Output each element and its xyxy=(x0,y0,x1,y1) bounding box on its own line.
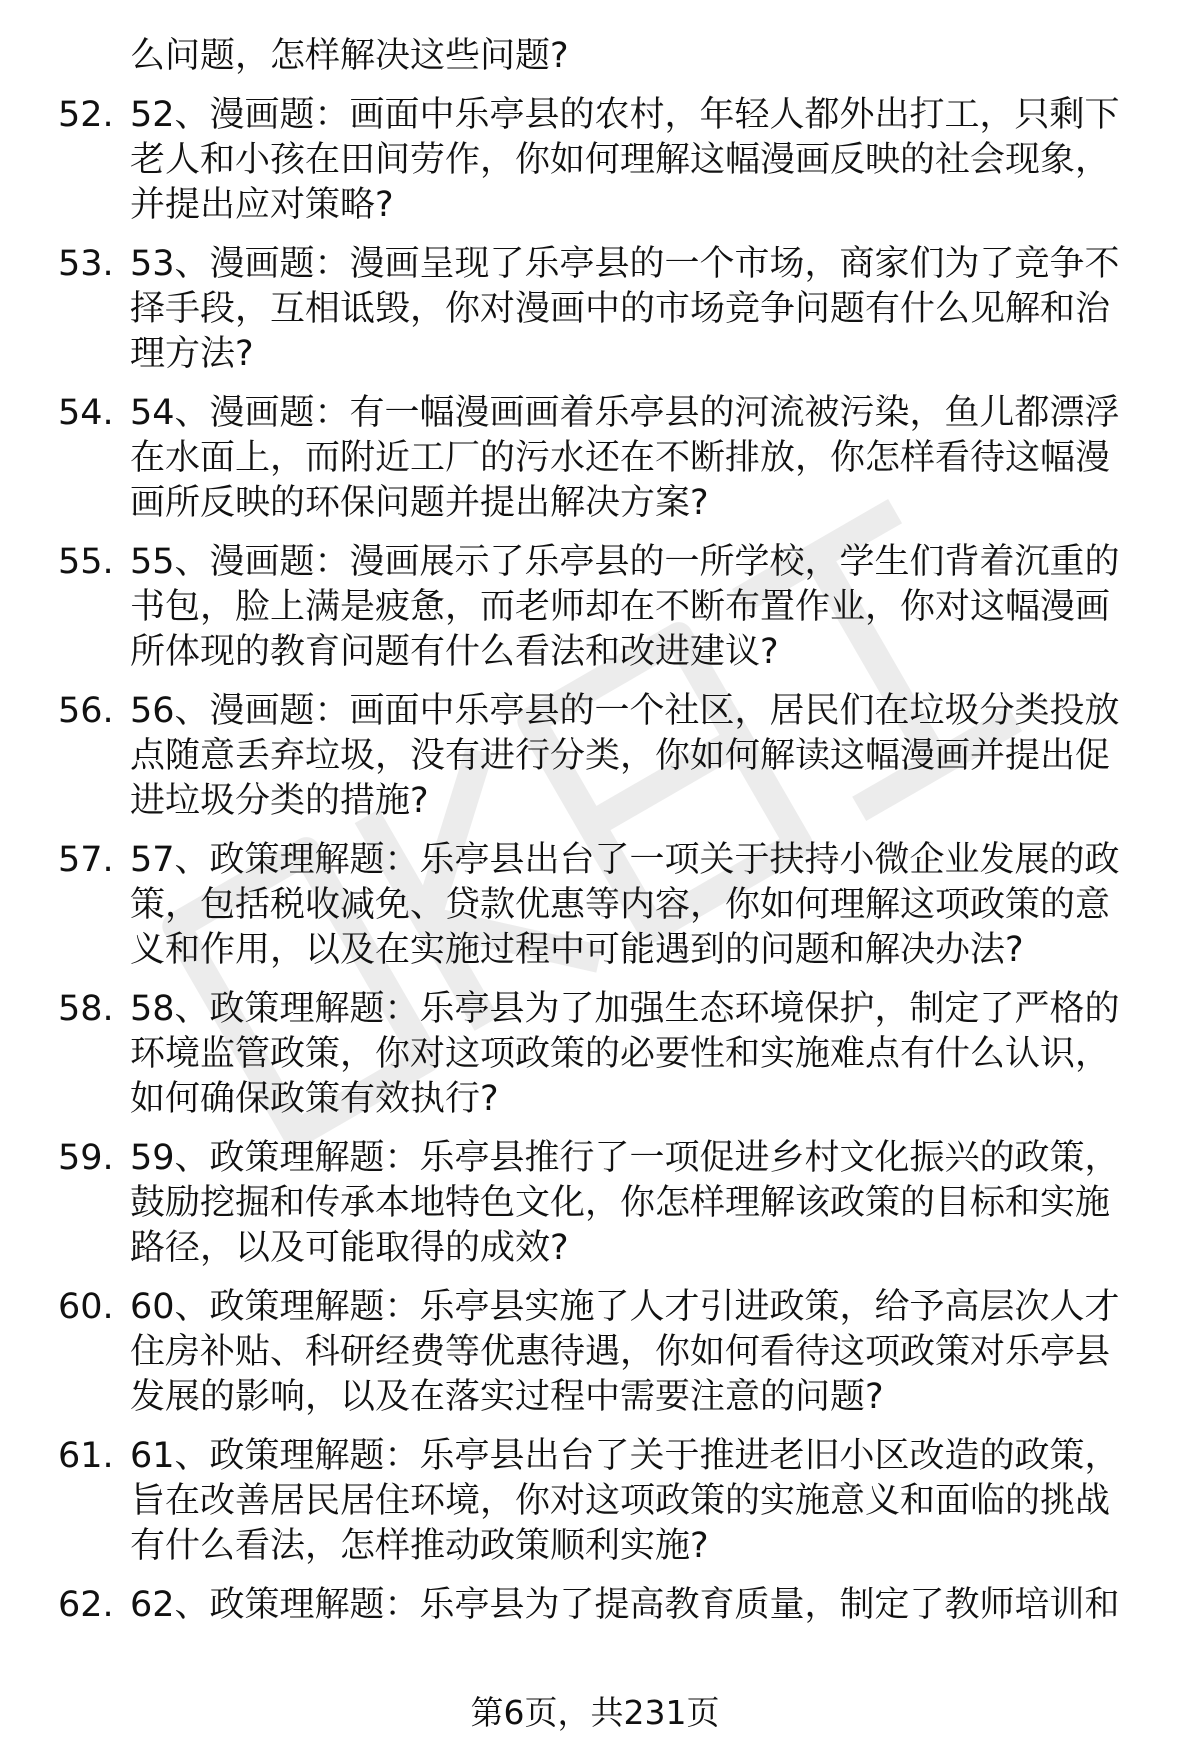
item-text: 55、漫画题：漫画展示了乐亭县的一所学校，学生们背着沉重的书包，脸上满是疲惫，而老师却在不断布置作业，你对这幅漫画所体现的教育问题有什么看法和改进建议? xyxy=(130,542,1120,672)
item-number: 60. xyxy=(58,1287,114,1327)
item-text: 59、政策理解题：乐亭县推行了一项促进乡村文化振兴的政策，鼓励挖掘和传承本地特色文化，你怎样理解该政策的目标和实施路径，以及可能取得的成效? xyxy=(130,1138,1120,1268)
item-number: 59. xyxy=(58,1138,114,1178)
list-item xyxy=(58,987,1143,1122)
item-text: 61、政策理解题：乐亭县出台了关于推进老旧小区改造的政策，旨在改善居民居住环境，你对这项政策的实施意义和面临的挑战有什么看法，怎样推动政策顺利实施? xyxy=(130,1436,1120,1566)
list-item xyxy=(58,838,1143,973)
item-number: 54. xyxy=(58,393,114,433)
item-text: 57、政策理解题：乐亭县出台了一项关于扶持小微企业发展的政策，包括税收减免、贷款优惠等内容，你如何理解这项政策的意义和作用，以及在实施过程中可能遇到的问题和解决办法? xyxy=(130,840,1120,970)
item-number: 56. xyxy=(58,691,114,731)
item-text: 52、漫画题：画面中乐亭县的农村，年轻人都外出打工，只剩下老人和小孩在田间劳作，你如何理解这幅漫画反映的社会现象，并提出应对策略? xyxy=(130,95,1120,225)
question-list xyxy=(58,34,1143,1642)
item-number: 55. xyxy=(58,542,114,582)
item-text: 62、政策理解题：乐亭县为了提高教育质量，制定了教师培训和 xyxy=(130,1585,1120,1625)
list-item xyxy=(58,1434,1143,1569)
list-item xyxy=(58,93,1143,228)
item-text: 60、政策理解题：乐亭县实施了人才引进政策，给予高层次人才住房补贴、科研经费等优惠待遇，你如何看待这项政策对乐亭县发展的影响，以及在落实过程中需要注意的问题? xyxy=(130,1287,1120,1417)
item-text: 56、漫画题：画面中乐亭县的一个社区，居民们在垃圾分类投放点随意丢弃垃圾，没有进行分类，你如何解读这幅漫画并提出促进垃圾分类的措施? xyxy=(130,691,1120,821)
list-item xyxy=(58,1136,1143,1271)
list-item xyxy=(58,242,1143,377)
list-item xyxy=(58,391,1143,526)
item-text: 54、漫画题：有一幅漫画画着乐亭县的河流被污染，鱼儿都漂浮在水面上，而附近工厂的污水还在不断排放，你怎样看待这幅漫画所反映的环保问题并提出解决方案? xyxy=(130,393,1120,523)
item-number: 62. xyxy=(58,1585,114,1625)
list-item xyxy=(58,1285,1143,1420)
item-number: 58. xyxy=(58,989,114,1029)
list-item xyxy=(58,1583,1143,1628)
page-footer: 第6页，共231页 xyxy=(470,1693,720,1732)
item-number: 61. xyxy=(58,1436,114,1476)
item-text: 58、政策理解题：乐亭县为了加强生态环境保护，制定了严格的环境监管政策，你对这项政策的必要性和实施难点有什么认识，如何确保政策有效执行? xyxy=(130,989,1120,1119)
item-text: 53、漫画题：漫画呈现了乐亭县的一个市场，商家们为了竞争不择手段，互相诋毁，你对漫画中的市场竞争问题有什么见解和治理方法? xyxy=(130,244,1120,374)
list-item xyxy=(58,540,1143,675)
continuation-text: 么问题，怎样解决这些问题? xyxy=(130,36,569,76)
item-number: 52. xyxy=(58,95,114,135)
list-item xyxy=(58,689,1143,824)
item-number: 57. xyxy=(58,840,114,880)
item-number: 53. xyxy=(58,244,114,284)
